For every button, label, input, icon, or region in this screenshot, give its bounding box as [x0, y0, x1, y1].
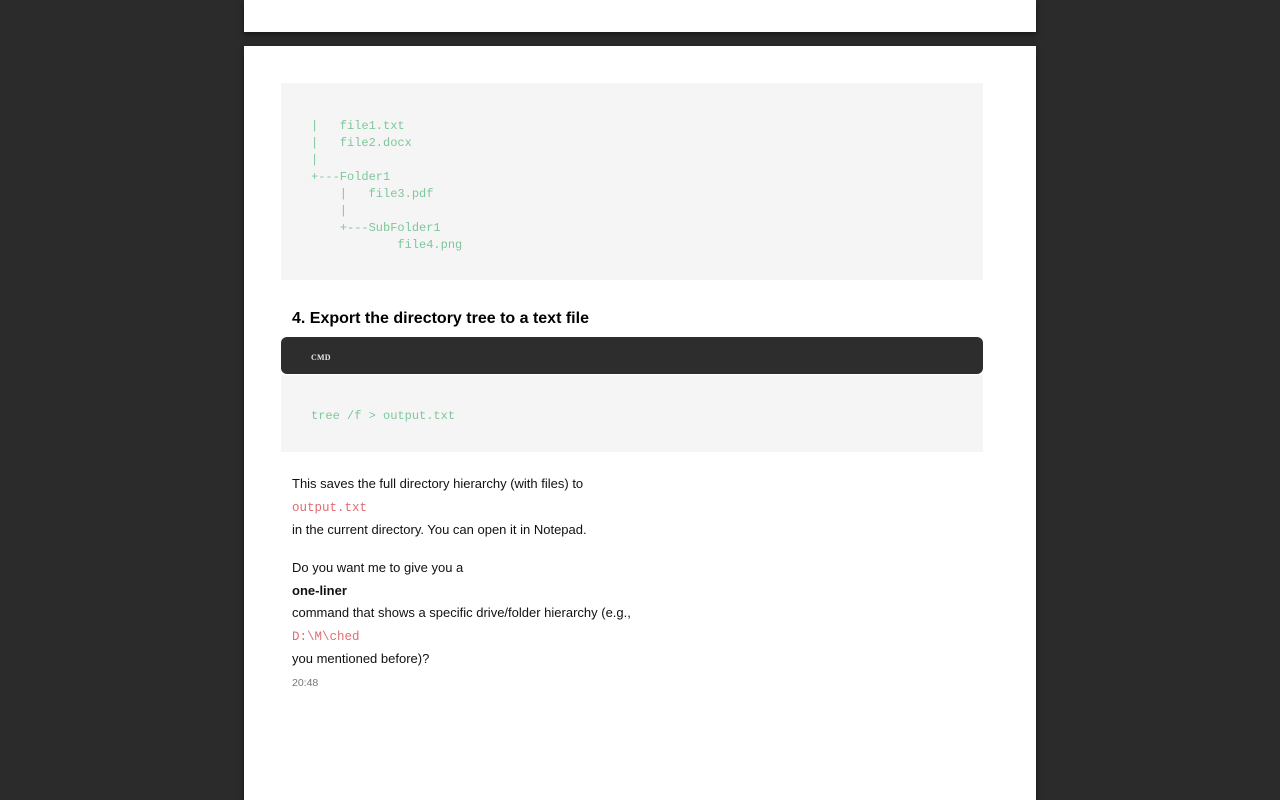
command-code: tree /f > output.txt	[311, 409, 456, 423]
code-language-label: CMD	[311, 353, 331, 362]
message-timestamp: 20:48	[292, 677, 319, 689]
inline-code-output-file: output.txt	[292, 501, 368, 515]
message-bold-word: one-liner	[292, 583, 347, 598]
code-line: | file1.txt	[311, 119, 405, 133]
directory-tree-code-block	[281, 83, 983, 280]
code-line: |	[311, 153, 319, 167]
current-page	[244, 46, 1036, 800]
code-line: | file2.docx	[311, 136, 412, 150]
code-language-bar	[281, 337, 983, 374]
code-line: +---Folder1	[311, 170, 391, 184]
message-line-5: you mentioned before)?	[292, 651, 430, 666]
code-line: +---SubFolder1	[311, 221, 441, 235]
message-line-4: command that shows a specific drive/folder hierarchy (e.g.,	[292, 605, 631, 620]
inline-code-path: D:\M\ched	[292, 630, 360, 644]
message-line-1: This saves the full directory hierarchy (with files) to	[292, 476, 584, 491]
command-code-block	[281, 375, 983, 452]
directory-tree-code	[311, 118, 462, 254]
section-heading: 4. Export the directory tree to a text file	[292, 310, 589, 327]
code-line: file4.png	[311, 238, 463, 252]
message-line-2: in the current directory. You can open it in Notepad.	[292, 522, 587, 537]
message-line-3: Do you want me to give you a	[292, 560, 464, 575]
code-line: | file3.pdf	[311, 187, 434, 201]
previous-page	[244, 0, 1036, 32]
code-line: |	[311, 204, 348, 218]
